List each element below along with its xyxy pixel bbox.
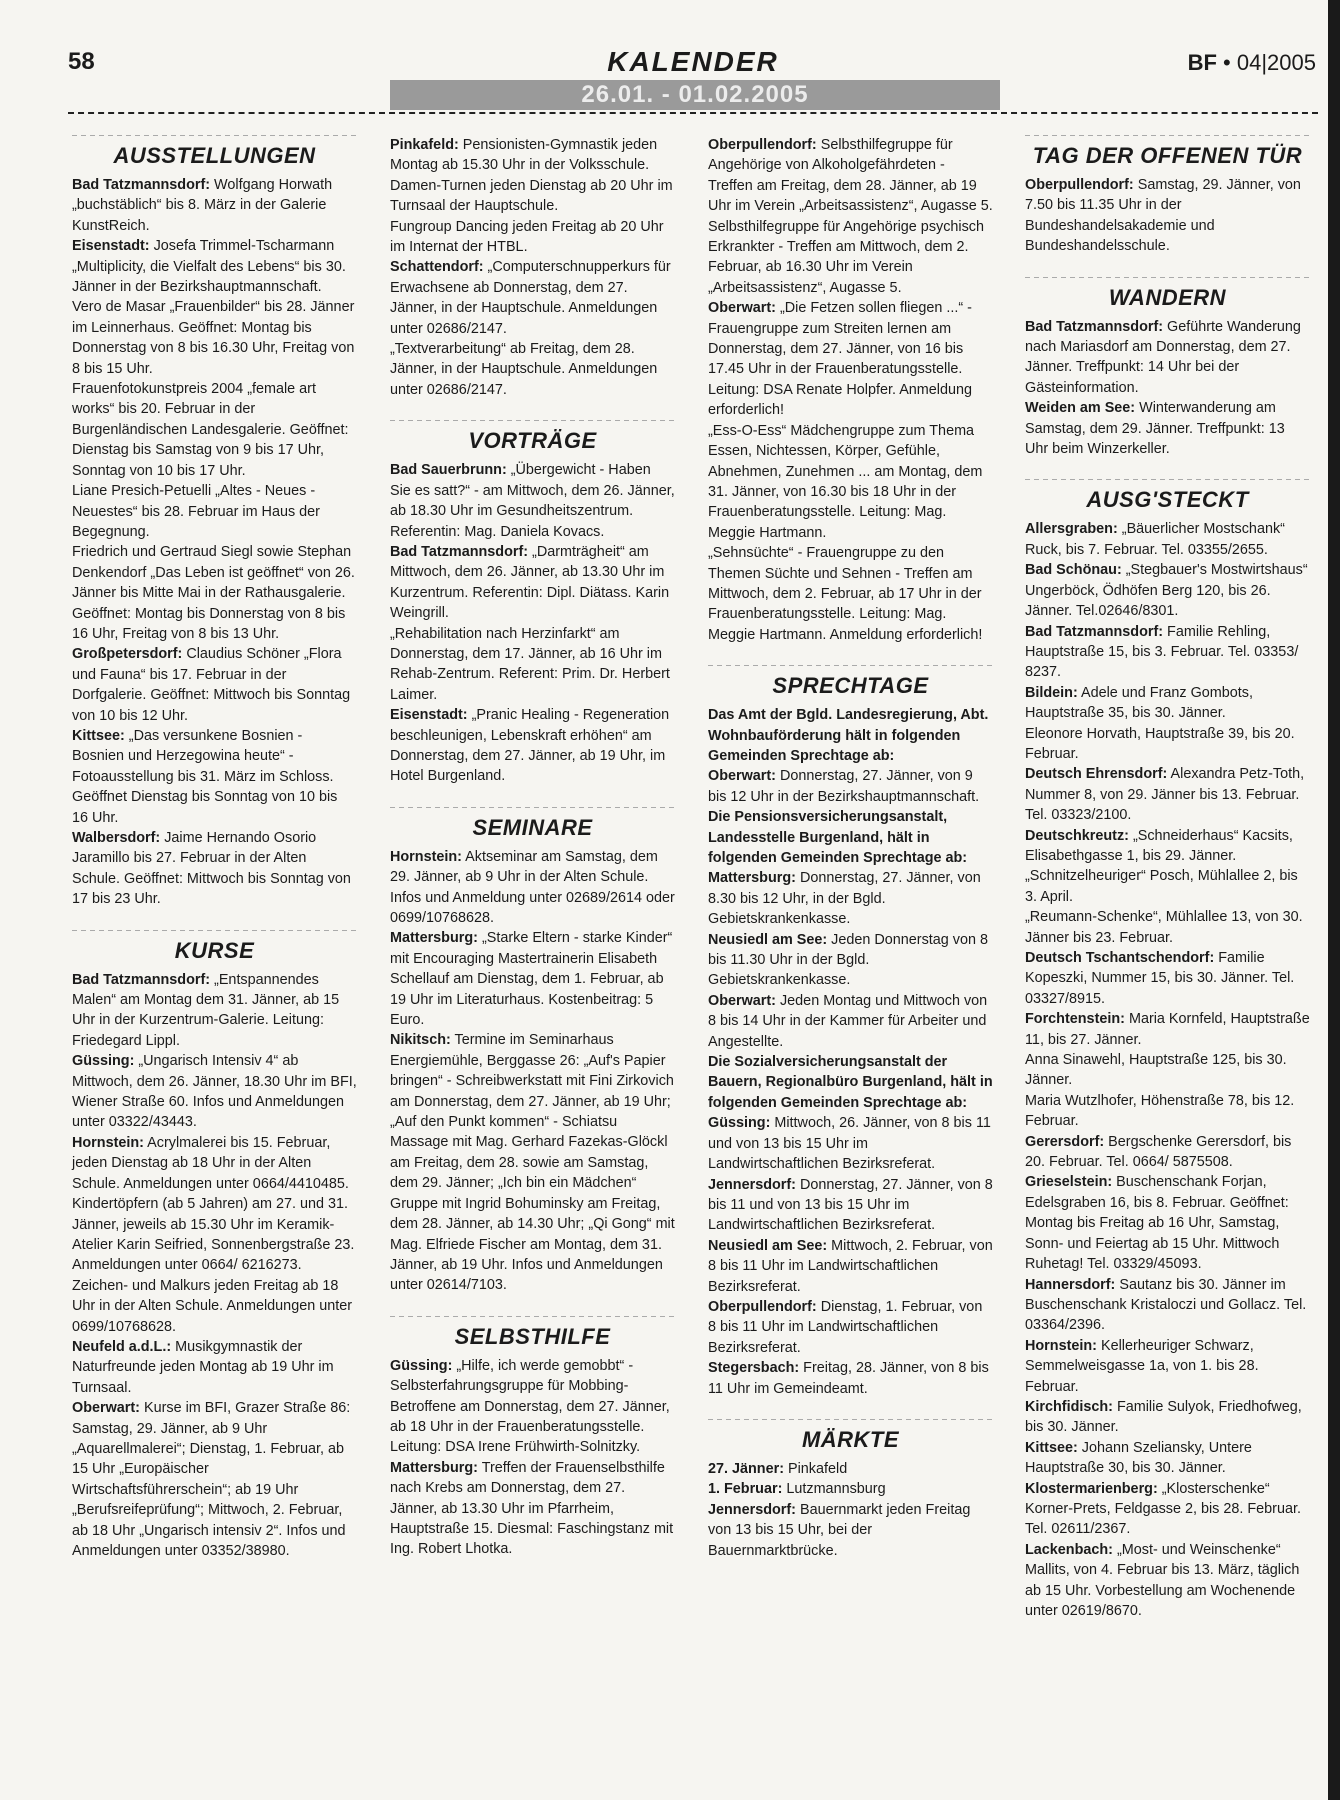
calendar-entry — [390, 542, 675, 624]
entry-text: Termine im Seminarhaus Energiemühle, Berggasse 26: „Auf's Papier bringen“ - Schreibwerkstatt mit Fini Zirkovich am Donnerstag, dem 27. Jänner, ab 19 Uhr; „Auf den Punkt kommen“ - Schiatsu Massage mit Mag. Gerhard Fazekas-Glöckl am Freitag, dem 28. sowie am Samstag, dem 29. Jänner; „Ich bin ein Mädchen“ Gruppe mit Ingrid Bohuminsky am Freitag, dem 28. Jänner, ab 14.30 Uhr; „Qi Gong“ mit Mag. Elfriede Fischer am Montag, dem 31. Jänner, ab 19 Uhr. Infos und Anmeldungen unter 02614/7103. — [390, 1032, 675, 1294]
section-heading: SELBSTHILFE — [390, 1316, 675, 1352]
entry-location: Schattendorf: — [390, 259, 484, 276]
entry-text: Selbsthilfegruppe für Angehörige von Alkoholgefährdeten - Treffen am Freitag, dem 28. Jänner, ab 19 Uhr im Verein „Arbeitsassistenz“, Augasse 5. — [708, 137, 993, 215]
calendar-entry — [1025, 826, 1310, 867]
entry-text: Pinkafeld — [784, 1460, 848, 1477]
section-wandern — [1025, 277, 1310, 460]
entry-text: Anna Sinawehl, Hauptstraße 125, bis 30. Jänner. — [1025, 1052, 1287, 1089]
entry-location: Oberwart: — [708, 992, 776, 1009]
column-1 — [72, 135, 357, 1561]
section-heading: SEMINARE — [390, 807, 675, 843]
entry-location: Deutsch Tschantschendorf: — [1025, 950, 1215, 966]
entry-location: Gerersdorf: — [1025, 1133, 1105, 1150]
calendar-entry — [708, 991, 993, 1052]
entry-text: Familie Sulyok, Friedhofweg, bis 30. Jänner. — [1025, 1398, 1302, 1436]
entry-text: „Das versunkene Bosnien - Bosnien und Herzegowina heute“ - Fotoausstellung bis 31. März im Schloss. Geöffnet Dienstag bis Sonntag von 10 bis 16 Uhr. — [72, 727, 338, 826]
calendar-entry — [1025, 1540, 1310, 1622]
entry-text: Alexandra Petz-Toth, Nummer 8, von 29. Jänner bis 13. Februar. Tel. 03323/2100. — [1025, 766, 1305, 824]
calendar-entry — [1025, 1479, 1310, 1540]
entry-text: Josefa Trimmel-Tscharmann „Multiplicity, die Vielfalt des Lebens“ bis 30. Jänner in der Bezirkshauptmannschaft. — [72, 238, 346, 296]
section-heading: KURSE — [72, 930, 357, 966]
entry-text: „Entspannendes Malen“ am Montag dem 31. Jänner, ab 15 Uhr in der Kurzentrum-Galerie. Leitung: Friedegard Lippl. — [72, 971, 340, 1049]
entry-text: Donnerstag, 27. Jänner, von 8 bis 11 und von 13 bis 15 Uhr im Landwirtschaftlichen Bezirksreferat. — [708, 1176, 993, 1234]
entry-text: „Übergewicht - Haben Sie es satt?“ - am Mittwoch, dem 26. Jänner, ab 18.30 Uhr im Gesundheitszentrum. Referentin: Mag. Daniela Kovacs. — [390, 462, 675, 540]
entry-text: „Ess-O-Ess“ Mädchengruppe zum Thema Essen, Nichtessen, Körper, Gefühle, Abnehmen, Zunehmen ... am Montag, dem 31. Jänner, von 16.30 bis 18 Uhr in der Frauenberatungsstelle. Leitung: Mag. Meggie Hartmann. — [708, 422, 983, 541]
calendar-entry — [1025, 1275, 1310, 1336]
section-vortraege — [390, 420, 675, 787]
entry-location: Neusiedl am See: — [708, 1237, 828, 1254]
entry-text: Kellerheuriger Schwarz, Semmelweisgasse 1a, von 1. bis 28. Februar. — [1025, 1337, 1259, 1395]
entry-text: Freitag, 28. Jänner, von 8 bis 11 Uhr im Gemeindeamt. — [708, 1360, 989, 1397]
entry-text: Kindertöpfern (ab 5 Jahren) am 27. und 31. Jänner, jeweils ab 15.30 Uhr im Keramik-Atelier Karin Seifried, Sonnenbergstraße 23. Anmeldungen unter 0664/ 6216273. — [72, 1196, 355, 1274]
entry-text: Dienstag, 1. Februar, von 8 bis 11 Uhr im Landwirtschaftlichen Bezirksreferat. — [708, 1298, 983, 1356]
section-heading: VORTRÄGE — [390, 420, 675, 456]
entry-text: „Darmträgheit“ am Mittwoch, dem 26. Jänner, ab 13.30 Uhr im Kurzentrum. Referentin: Dipl. Diätass. Karin Weingrill. — [390, 543, 670, 622]
section-seminare — [390, 807, 675, 1296]
calendar-entry — [390, 705, 675, 787]
entry-text: Bauernmarkt jeden Freitag von 13 bis 15 Uhr, bei der Bauernmarktbrücke. — [708, 1501, 971, 1559]
section-heading: SPRECHTAGE — [708, 665, 993, 701]
entry-location: Forchtenstein: — [1025, 1011, 1125, 1028]
calendar-entry — [708, 421, 993, 543]
entry-text: Johann Szeliansky, Untere Hauptstraße 30, bis 30. Jänner. — [1025, 1439, 1252, 1477]
calendar-entry — [1025, 175, 1310, 257]
calendar-entry — [1025, 560, 1310, 621]
entry-text: „Computerschnupperkurs für Erwachsene ab Donnerstag, dem 27. Jänner, in der Hauptschule. Anmeldungen unter 02686/2147. — [390, 259, 671, 337]
entry-text: Acrylmalerei bis 15. Februar, jeden Dienstag ab 18 Uhr in der Alten Schule. Anmeldungen unter 0664/4410485. — [72, 1134, 349, 1192]
header-divider — [68, 112, 1318, 114]
calendar-entry — [72, 1051, 357, 1133]
entry-location: Neufeld a.d.L.: — [72, 1338, 172, 1355]
calendar-entry — [1025, 1397, 1310, 1438]
section-maerkte — [708, 1419, 993, 1561]
entry-text: „Ungarisch Intensiv 4“ ab Mittwoch, dem 26. Jänner, 18.30 Uhr im BFI, Wiener Straße 60. Infos und Anmeldungen unter 03322/43443. — [72, 1053, 357, 1131]
calendar-entry — [708, 1113, 993, 1174]
page-header — [68, 46, 1318, 80]
entry-location: Oberpullendorf: — [708, 1298, 817, 1315]
entry-location: Die Sozialversicherungsanstalt der Bauern, Regionalbüro Burgenland, hält in folgenden Gemeinden Sprechtage ab: — [708, 1054, 993, 1111]
entry-location: Bad Tatzmannsdorf: — [1025, 318, 1164, 335]
entry-location: Hornstein: — [72, 1134, 144, 1151]
calendar-entry — [390, 176, 675, 217]
calendar-entry — [72, 481, 357, 542]
entry-text: Liane Presich-Petuelli „Altes - Neues - Neuestes“ bis 28. Februar im Haus der Begegnung. — [72, 483, 320, 540]
calendar-entry — [1025, 764, 1310, 825]
page-number: 58 — [68, 48, 95, 75]
calendar-entry — [390, 928, 675, 1030]
entry-text: „Starke Eltern - starke Kinder“ mit Encouraging Mastertrainerin Elisabeth Schellauf am Dienstag, dem 1. Februar, ab 19 Uhr im Literaturhaus. Kostenbeitrag: 5 Euro. — [390, 930, 673, 1029]
entry-text: „Hilfe, ich werde gemobbt“ - Selbsterfahrungsgruppe für Mobbing-Betroffene am Donnerstag, dem 27. Jänner, ab 18 Uhr in der Frauenberatungsstelle. Leitung: DSA Irene Frühwirth-Solnitzky. — [390, 1357, 670, 1456]
calendar-entry — [708, 1297, 993, 1358]
entry-location: Jennersdorf: — [708, 1176, 796, 1193]
entry-location: Deutsch Ehrensdorf: — [1025, 766, 1168, 783]
entry-location: Bad Tatzmannsdorf: — [72, 971, 211, 988]
calendar-entry — [390, 847, 675, 929]
section-heading: TAG DER OFFENEN TÜR — [1025, 135, 1310, 171]
calendar-entry — [72, 1337, 357, 1398]
section-title: KALENDER — [607, 46, 779, 77]
calendar-entry — [708, 1500, 993, 1561]
entry-location: Die Pensionsversicherungsanstalt, Landesstelle Burgenland, hält in folgenden Gemeinden Sprechtage ab: — [708, 809, 968, 866]
entry-location: Großpetersdorf: — [72, 646, 183, 663]
calendar-entry — [1025, 317, 1310, 399]
entry-location: Pinkafeld: — [390, 137, 459, 153]
entry-text: Vero de Masar „Frauenbilder“ bis 28. Jänner im Leinnerhaus. Geöffnet: Montag bis Donnerstag von 8 bis 16.30 Uhr, Freitag von 8 bis 15 Uhr. — [72, 299, 355, 377]
entry-location: Kittsee: — [72, 727, 125, 744]
entry-text: Friedrich und Gertraud Siegl sowie Stephan Denkendorf „Das Leben ist geöffnet“ von 26. Jänner bis Mitte Mai in der Rathausgalerie. Geöffnet: Montag bis Donnerstag von 8 bis 16 Uhr, Freitag von 8 bis 13 Uhr. — [72, 544, 355, 642]
entry-text: Winterwanderung am Samstag, dem 29. Jänner. Treffpunkt: 13 Uhr beim Winzerkeller. — [1025, 400, 1285, 458]
entry-text: Adele und Franz Gombots, Hauptstraße 35, bis 30. Jänner. — [1025, 684, 1253, 722]
calendar-entry — [72, 175, 357, 236]
section-sprechtage — [708, 665, 993, 1399]
column-4 — [1025, 135, 1310, 1621]
entry-location: Jennersdorf: — [708, 1501, 796, 1518]
calendar-entry — [72, 828, 357, 910]
entry-location: Hannersdorf: — [1025, 1276, 1116, 1293]
entry-text: Claudius Schöner „Flora und Fauna“ bis 17. Februar in der Dorfgalerie. Geöffnet: Mittwoch bis Sonntag von 10 bis 12 Uhr. — [72, 646, 351, 724]
entry-text: Donnerstag, 27. Jänner, von 9 bis 12 Uhr in der Bezirkshauptmannschaft. — [708, 768, 980, 805]
entry-text: „Rehabilitation nach Herzinfarkt“ am Donnerstag, dem 17. Jänner, ab 16 Uhr im Rehab-Zentrum. Referent: Prim. Dr. Herbert Laimer. — [390, 625, 670, 703]
entry-location: Allersgraben: — [1025, 521, 1118, 538]
calendar-entry — [708, 298, 993, 420]
calendar-entry — [708, 1236, 993, 1297]
entry-location: Das Amt der Bgld. Landesregierung, Abt. Wohnbauförderung hält in folgenden Gemeinden Sprechtage ab: — [708, 707, 989, 764]
entry-location: Mattersburg: — [708, 870, 796, 887]
entry-location: Oberwart: — [72, 1400, 140, 1417]
calendar-entry — [390, 217, 675, 258]
entry-text: Aktseminar am Samstag, dem 29. Jänner, ab 9 Uhr in der Alten Schule. Infos und Anmeldung unter 02689/2614 oder 0699/10768628. — [390, 848, 675, 926]
calendar-entry — [708, 1175, 993, 1236]
entry-location: Bad Tatzmannsdorf: — [390, 543, 529, 560]
calendar-entry — [72, 726, 357, 828]
calendar-entry — [390, 1458, 675, 1560]
entry-location: Eisenstadt: — [390, 707, 468, 724]
entry-text: „Pranic Healing - Regeneration beschleunigen, Lebenskraft erhöhen“ am Donnerstag, dem 27. Jänner, ab 19 Uhr, im Hotel Burgenland. — [390, 707, 670, 785]
section-heading: AUSSTELLUNGEN — [72, 135, 357, 171]
entry-text: Musikgymnastik der Naturfreunde jeden Montag ab 19 Uhr im Turnsaal. — [72, 1338, 334, 1396]
calendar-entry — [1025, 724, 1310, 765]
entry-location: Güssing: — [708, 1115, 771, 1132]
section-col3-intro — [708, 135, 993, 645]
entry-location: Bildein: — [1025, 684, 1078, 701]
entry-location: Hornstein: — [1025, 1337, 1097, 1354]
entry-text: Eleonore Horvath, Hauptstraße 39, bis 20. Februar. — [1025, 725, 1295, 762]
entry-text: „Stegbauer's Mostwirtshaus“ Ungerböck, Ödhöfen Berg 120, bis 26. Jänner. Tel.02646/8301. — [1025, 562, 1308, 620]
calendar-entry — [1025, 1172, 1310, 1274]
entry-location: Güssing: — [390, 1357, 453, 1374]
entry-text: „Most- und Weinschenke“ Mallits, von 4. Februar bis 13. März, täglich ab 15 Uhr. Vorbestellung am Wochenende unter 02619/8670. — [1025, 1541, 1300, 1619]
entry-location: Lackenbach: — [1025, 1541, 1113, 1558]
calendar-entry — [708, 1459, 993, 1479]
entry-text: Mittwoch, 2. Februar, von 8 bis 11 Uhr im Landwirtschaftlichen Bezirksreferat. — [708, 1237, 993, 1295]
calendar-entry — [72, 542, 357, 644]
calendar-entry — [708, 135, 993, 217]
entry-text: „Schnitzelheuriger“ Posch, Mühlallee 2, bis 3. April. — [1025, 868, 1298, 905]
calendar-entry — [1025, 1336, 1310, 1397]
calendar-entry — [72, 236, 357, 297]
entry-text: „Schneiderhaus“ Kacsits, Elisabethgasse 1, bis 29. Jänner. — [1025, 827, 1293, 864]
calendar-entry — [72, 1276, 357, 1337]
column-3 — [708, 135, 993, 1561]
entry-location: 1. Februar: — [708, 1481, 783, 1498]
entry-text: „Bäuerlicher Mostschank“ Ruck, bis 7. Februar. Tel. 03355/2655. — [1025, 521, 1285, 558]
entry-location: Bad Schönau: — [1025, 562, 1122, 579]
calendar-entry — [72, 970, 357, 1052]
calendar-entry — [1025, 1438, 1310, 1479]
section-heading: MÄRKTE — [708, 1419, 993, 1455]
entry-text: Lutzmannsburg — [782, 1481, 886, 1498]
calendar-entry — [1025, 1132, 1310, 1173]
entry-location: Deutschkreutz: — [1025, 827, 1129, 844]
entry-location: Nikitsch: — [390, 1032, 451, 1049]
calendar-entry — [1025, 907, 1310, 948]
entry-text: Jeden Donnerstag von 8 bis 11.30 Uhr in der Bgld. Gebietskrankenkasse. — [708, 931, 988, 989]
calendar-entry — [72, 1133, 357, 1194]
calendar-entry — [708, 217, 993, 299]
entry-text: Sautanz bis 30. Jänner im Buschenschank Kristaloczi und Gollacz. Tel. 03364/2396. — [1025, 1276, 1307, 1334]
section-ausstellungen — [72, 135, 357, 910]
entry-text: Selbsthilfegruppe für Angehörige psychisch Erkrankter - Treffen am Mittwoch, dem 2. Februar, ab 16.30 Uhr im Verein „Arbeitsassistenz“, Augasse 5. — [708, 218, 984, 296]
entry-location: Klostermarienberg: — [1025, 1480, 1158, 1497]
entry-location: Hornstein: — [390, 848, 462, 865]
entry-text: „Klosterschenke“ Korner-Prets, Feldgasse 2, bis 28. Februar. Tel. 02611/2367. — [1025, 1480, 1301, 1538]
entry-location: Stegersbach: — [708, 1360, 800, 1377]
calendar-entry — [390, 257, 675, 339]
section-heading: AUSG'STECKT — [1025, 479, 1310, 515]
calendar-entry — [390, 1356, 675, 1458]
section-selbsthilfe — [390, 1316, 675, 1560]
calendar-entry — [72, 1194, 357, 1276]
entry-location: Kittsee: — [1025, 1439, 1078, 1456]
section-kurse — [72, 930, 357, 1562]
calendar-entry — [1025, 683, 1310, 724]
issue-number: 04|2005 — [1236, 50, 1316, 75]
calendar-entry — [72, 379, 357, 481]
calendar-entry — [708, 705, 993, 766]
entry-text: Familie Kopeszki, Nummer 15, bis 30. Jänner. Tel. 03327/8915. — [1025, 950, 1295, 1007]
calendar-entry — [1025, 1091, 1310, 1132]
entry-text: Mittwoch, 26. Jänner, von 8 bis 11 und von 13 bis 15 Uhr im Landwirtschaftlichen Bezirksreferat. — [708, 1115, 991, 1173]
entry-text: Jeden Montag und Mittwoch von 8 bis 14 Uhr in der Kammer für Arbeiter und Angestellte. — [708, 992, 988, 1050]
calendar-entry — [1025, 519, 1310, 560]
entry-location: Eisenstadt: — [72, 238, 150, 255]
calendar-entry — [708, 930, 993, 991]
entry-text: Donnerstag, 27. Jänner, von 8.30 bis 12 Uhr, in der Bgld. Gebietskrankenkasse. — [708, 870, 981, 928]
section-heading: WANDERN — [1025, 277, 1310, 313]
entry-text: Bergschenke Gerersdorf, bis 20. Februar. Tel. 0664/ 5875508. — [1025, 1133, 1292, 1171]
entry-text: Buschenschank Forjan, Edelsgraben 16, bis 8. Februar. Geöffnet: Montag bis Freitag ab 16 Uhr, Samstag, Sonn- und Feiertag ab 15 Uhr. Mittwoch Ruhetag! Tel. 03329/45093. — [1025, 1174, 1289, 1273]
calendar-entry — [708, 543, 993, 645]
entry-location: Oberwart: — [708, 768, 776, 785]
calendar-entry — [708, 1479, 993, 1499]
calendar-entry — [390, 460, 675, 542]
entry-text: Familie Rehling, Hauptstraße 15, bis 3. Februar. Tel. 03353/ 8237. — [1025, 623, 1299, 681]
entry-location: Grieselstein: — [1025, 1174, 1113, 1191]
calendar-entry — [72, 1398, 357, 1561]
entry-location: Mattersburg: — [390, 1459, 478, 1476]
entry-text: „Textverarbeitung“ ab Freitag, dem 28. Jänner, in der Hauptschule. Anmeldungen unter 02686/2147. — [390, 341, 658, 398]
calendar-entry — [708, 1358, 993, 1399]
entry-text: Maria Kornfeld, Hauptstraße 11, bis 27. Jänner. — [1025, 1011, 1310, 1048]
entry-text: „Reumann-Schenke“, Mühlallee 13, von 30. Jänner bis 23. Februar. — [1025, 909, 1303, 946]
calendar-entry — [1025, 866, 1310, 907]
issue-label: BF • 04|2005 — [1187, 50, 1316, 75]
entry-location: Walbersdorf: — [72, 830, 161, 846]
column-2 — [390, 135, 675, 1560]
entry-text: Pensionisten-Gymnastik jeden Montag ab 15.30 Uhr in der Volksschule. — [390, 137, 658, 174]
entry-text: Wolfgang Horwath „buchstäblich“ bis 8. März in der Galerie KunstReich. — [72, 177, 333, 234]
entry-text: „Die Fetzen sollen fliegen ...“ - Frauengruppe zum Streiten lernen am Donnerstag, dem 27. Jänner, von 16 bis 17.45 Uhr in der Frauenberatungsstelle. Leitung: DSA Renate Holpfer. Anmeldung erforderlich! — [708, 300, 973, 419]
calendar-entry — [1025, 622, 1310, 683]
entry-text: Treffen der Frauenselbsthilfe nach Krebs am Donnerstag, dem 27. Jänner, ab 13.30 Uhr im Pfarrheim, Hauptstraße 15. Diesmal: Faschingstanz mit Ing. Robert Lhotka. — [390, 1459, 674, 1558]
entry-location: Neusiedl am See: — [708, 931, 828, 948]
calendar-entry — [390, 1030, 675, 1295]
calendar-entry — [1025, 1009, 1310, 1050]
section-tag-offen — [1025, 135, 1310, 257]
entry-location: 27. Jänner: — [708, 1460, 784, 1477]
entry-text: Kurse im BFI, Grazer Straße 86: Samstag, 29. Jänner, ab 9 Uhr „Aquarellmalerei“; Dienstag, 1. Februar, ab 15 Uhr „Europäischer Wirtschaftsführerschein“; ab 19 Uhr „Berufsreifeprüfung“; Mittwoch, 2. Februar, ab 18 Uhr „Ungarisch intensiv 2“. Infos und Anmeldungen unter 03352/38980. — [72, 1400, 351, 1559]
page-edge — [1328, 0, 1340, 1800]
entry-location: Mattersburg: — [390, 930, 478, 947]
calendar-entry — [72, 297, 357, 379]
entry-location: Oberpullendorf: — [708, 137, 817, 153]
entry-location: Bad Sauerbrunn: — [390, 462, 507, 479]
section-col2-intro — [390, 135, 675, 400]
calendar-entry — [708, 868, 993, 929]
entry-location: Weiden am See: — [1025, 400, 1136, 417]
entry-location: Oberpullendorf: — [1025, 177, 1134, 193]
entry-text: Maria Wutzlhofer, Höhenstraße 78, bis 12. Februar. — [1025, 1092, 1295, 1130]
entry-location: Bad Tatzmannsdorf: — [72, 177, 211, 193]
calendar-entry — [390, 339, 675, 400]
entry-location: Oberwart: — [708, 300, 776, 317]
entry-text: Frauenfotokunstpreis 2004 „female art works“ bis 20. Februar in der Burgenländischen Landesgalerie. Geöffnet: Dienstag bis Samstag von 9 bis 17 Uhr, Sonntag von 10 bis 17 Uhr. — [72, 381, 349, 479]
calendar-entry — [1025, 398, 1310, 459]
entry-text: Fungroup Dancing jeden Freitag ab 20 Uhr im Internat der HTBL. — [390, 218, 664, 256]
calendar-entry — [708, 766, 993, 807]
entry-text: „Sehnsüchte“ - Frauengruppe zu den Themen Süchte und Sehnen - Treffen am Mittwoch, dem 2. Februar, ab 17 Uhr in der Frauenberatungsstelle. Leitung: Mag. Meggie Hartmann. Anmeldung erforderlich! — [708, 545, 983, 643]
entry-location: Güssing: — [72, 1053, 135, 1070]
date-range-bar: 26.01. - 01.02.2005 — [390, 80, 1000, 110]
calendar-entry — [390, 624, 675, 706]
calendar-entry — [708, 1052, 993, 1113]
brand: BF — [1187, 50, 1217, 75]
entry-text: Zeichen- und Malkurs jeden Freitag ab 18 Uhr in der Alten Schule. Anmeldungen unter 0699/10768628. — [72, 1277, 352, 1335]
entry-text: Geführte Wanderung nach Mariasdorf am Donnerstag, dem 27. Jänner. Treffpunkt: 14 Uhr bei der Gästeinformation. — [1025, 318, 1301, 396]
entry-text: Jaime Hernando Osorio Jaramillo bis 27. Februar in der Alten Schule. Geöffnet: Mittwoch bis Sonntag von 17 bis 23 Uhr. — [72, 830, 351, 908]
entry-location: Bad Tatzmannsdorf: — [1025, 623, 1164, 640]
calendar-entry — [1025, 948, 1310, 1009]
section-ausgsteckt — [1025, 479, 1310, 1621]
entry-text: Samstag, 29. Jänner, von 7.50 bis 11.35 Uhr in der Bundeshandelsakademie und Bundeshandelsschule. — [1025, 177, 1301, 255]
calendar-entry — [1025, 1050, 1310, 1091]
calendar-entry — [72, 644, 357, 726]
calendar-entry — [708, 807, 993, 868]
entry-location: Kirchfidisch: — [1025, 1398, 1113, 1415]
calendar-entry — [390, 135, 675, 176]
entry-text: Damen-Turnen jeden Dienstag ab 20 Uhr im Turnsaal der Hauptschule. — [390, 177, 673, 215]
